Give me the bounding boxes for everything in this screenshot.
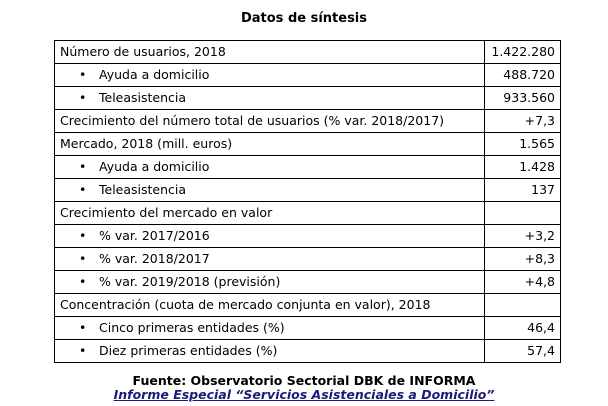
row-value: 1.428 [484, 156, 560, 179]
row-value: 46,4 [484, 317, 560, 340]
bullet-icon: • [79, 251, 87, 266]
table-row [55, 133, 561, 156]
bullet-icon: • [79, 159, 87, 174]
row-value: +7,3 [484, 110, 560, 133]
bullet-icon: • [79, 67, 87, 82]
row-label: Ayuda a domicilio [99, 159, 210, 174]
row-value [484, 202, 560, 225]
bullet-icon: • [79, 90, 87, 105]
table-row [55, 271, 561, 294]
table-row [55, 225, 561, 248]
row-label-cell [55, 110, 485, 133]
table-row [55, 179, 561, 202]
row-label-cell [55, 202, 485, 225]
row-label-cell [55, 64, 485, 87]
row-label: Ayuda a domicilio [99, 67, 210, 82]
row-value: +3,2 [484, 225, 560, 248]
row-label: Crecimiento del número total de usuarios (% var. 2018/2017) [60, 113, 445, 128]
row-label-cell [55, 317, 485, 340]
table-row [55, 110, 561, 133]
table-title: Datos de síntesis [240, 11, 368, 26]
row-label: Mercado, 2018 (mill. euros) [60, 136, 233, 151]
row-label: Número de usuarios, 2018 [60, 44, 226, 59]
table-row [55, 41, 561, 64]
row-value: 1.422.280 [484, 41, 560, 64]
row-label: Teleasistencia [99, 182, 187, 197]
row-value: 933.560 [484, 87, 560, 110]
row-label: Teleasistencia [99, 90, 187, 105]
row-label: % var. 2017/2016 [99, 228, 210, 243]
bullet-icon: • [79, 274, 87, 289]
table-row [55, 248, 561, 271]
row-label-cell [55, 41, 485, 64]
row-value: 1.565 [484, 133, 560, 156]
bullet-icon: • [79, 320, 87, 335]
row-label-cell [55, 271, 485, 294]
table-row [55, 294, 561, 317]
synthesis-table [54, 40, 561, 363]
row-label: Crecimiento del mercado en valor [60, 205, 273, 220]
row-value [484, 294, 560, 317]
row-label: % var. 2018/2017 [99, 251, 210, 266]
row-label-cell [55, 179, 485, 202]
row-value: 488.720 [484, 64, 560, 87]
row-value: +8,3 [484, 248, 560, 271]
row-value: 57,4 [484, 340, 560, 363]
row-value: +4,8 [484, 271, 560, 294]
row-label: Diez primeras entidades (%) [99, 343, 278, 358]
row-label: % var. 2019/2018 (previsión) [99, 274, 281, 289]
row-label: Cinco primeras entidades (%) [99, 320, 285, 335]
row-label-cell [55, 294, 485, 317]
table-row [55, 340, 561, 363]
table-row [55, 202, 561, 225]
row-label-cell [55, 87, 485, 110]
table-row [55, 87, 561, 110]
row-label-cell [55, 340, 485, 363]
table-row [55, 156, 561, 179]
row-label-cell [55, 248, 485, 271]
row-label-cell [55, 133, 485, 156]
table-row [55, 317, 561, 340]
bullet-icon: • [79, 228, 87, 243]
bullet-icon: • [79, 182, 87, 197]
row-label-cell [55, 156, 485, 179]
report-link[interactable]: Informe Especial “Servicios Asistenciales a Domicilio” [113, 387, 495, 402]
source-line: Fuente: Observatorio Sectorial DBK de INFORMA [132, 373, 476, 388]
row-value: 137 [484, 179, 560, 202]
source-footer [0, 374, 608, 402]
bullet-icon: • [79, 343, 87, 358]
table-row [55, 64, 561, 87]
row-label-cell [55, 225, 485, 248]
row-label: Concentración (cuota de mercado conjunta en valor), 2018 [60, 297, 431, 312]
